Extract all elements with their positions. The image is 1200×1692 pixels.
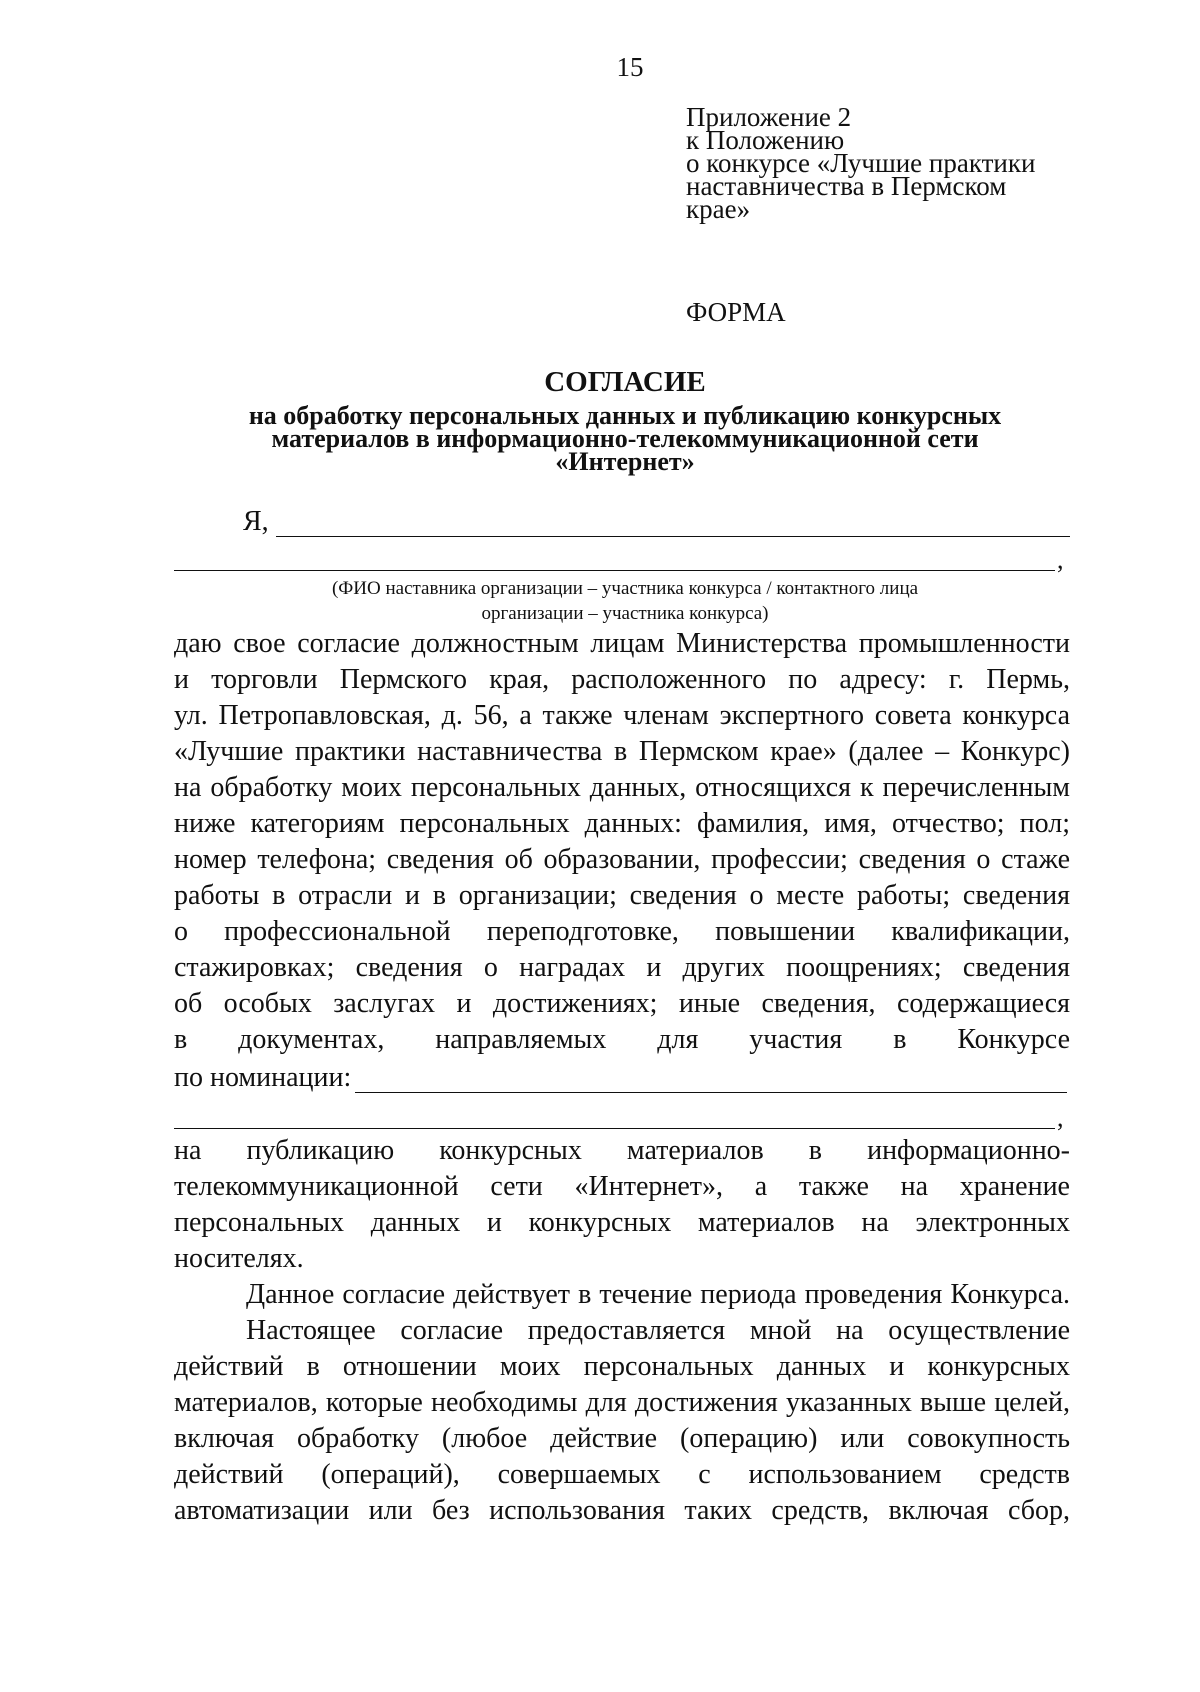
field-caption [0,576,1200,626]
text-line: Данное согласие действует в течение периода проведения Конкурса. [246,1279,1070,1310]
consent-paragraph-2 [174,1133,1070,1277]
nomination-label: по номинации: [174,1062,352,1093]
text-line: телекоммуникационной сети «Интернет», а также на хранение [174,1171,1070,1202]
text-line: стажировках; сведения о наградах и других поощрениях; сведения [174,952,1070,983]
subtitle-line: материалов в информационно-телекоммуникационной сети [271,424,979,453]
nomination-fill-line[interactable] [355,1092,1067,1093]
appendix-line: к Положению [686,125,845,155]
comma-mark: , [1057,1103,1064,1132]
text-line: действий (операций), совершаемых с использованием средств [174,1459,1070,1490]
subtitle-line: «Интернет» [555,447,695,476]
comma-mark: , [1057,545,1064,574]
text-line: включая обработку (любое действие (операцию) или совокупность [174,1423,1070,1454]
text-line: и торговли Пермского края, расположенного по адресу: г. Пермь, [174,664,1070,695]
form-label: ФОРМА [686,297,786,327]
text-line: Настоящее согласие предоставляется мной на осуществление [246,1315,1070,1346]
text-line: о профессиональной переподготовке, повышении квалификации, [174,916,1070,947]
appendix-line: наставничества в Пермском [686,171,1007,201]
text-line: номер телефона; сведения об образовании, профессии; сведения о стаже [174,844,1070,875]
text-line: действий в отношении моих персональных данных и конкурсных [174,1351,1070,1382]
subtitle-line: на обработку персональных данных и публикацию конкурсных [248,401,1002,430]
appendix-reference [686,102,1036,224]
caption-line: организации – участника конкурса) [481,603,769,624]
appendix-line: крае» [686,194,751,224]
text-line: персональных данных и конкурсных материалов на электронных [174,1207,1070,1238]
document-title: СОГЛАСИЕ [544,366,706,398]
name-fill-line-2[interactable] [174,570,1055,571]
text-line: на обработку моих персональных данных, относящихся к перечисленным [174,772,1070,803]
text-line: носителях. [174,1243,304,1274]
consent-paragraph-4 [174,1313,1070,1529]
name-fill-line[interactable] [276,536,1070,537]
text-line: на публикацию конкурсных материалов в информационно- [174,1135,1070,1166]
text-line: в документах, направляемых для участия в Конкурсе [174,1024,1070,1055]
nomination-fill-line-2[interactable] [174,1128,1055,1129]
text-line: об особых заслугах и достижениях; иные сведения, содержащиеся [174,988,1070,1019]
text-line: «Лучшие практики наставничества в Пермском крае» (далее – Конкурс) [174,736,1070,767]
text-line: материалов, которые необходимы для достижения указанных выше целей, [174,1387,1070,1418]
text-line: даю свое согласие должностным лицам Министерства промышленности [174,628,1070,659]
consent-paragraph-3 [174,1277,1070,1313]
page-number: 15 [616,52,644,82]
appendix-line: о конкурсе «Лучшие практики [686,148,1036,178]
caption-line: (ФИО наставника организации – участника конкурса / контактного лица [331,578,919,599]
text-line: ниже категориям персональных данных: фамилия, имя, отчество; пол; [174,808,1070,839]
ya-label: Я, [243,506,269,537]
text-line: ул. Петропавловская, д. 56, а также членам экспертного совета конкурса [174,700,1070,731]
text-line: работы в отрасли и в организации; сведения о месте работы; сведения [174,880,1070,911]
appendix-line: Приложение 2 [686,102,852,132]
consent-paragraph-1 [174,626,1070,1058]
document-subtitle [0,401,1200,476]
text-line: автоматизации или без использования таких средств, включая сбор, [174,1495,1070,1526]
